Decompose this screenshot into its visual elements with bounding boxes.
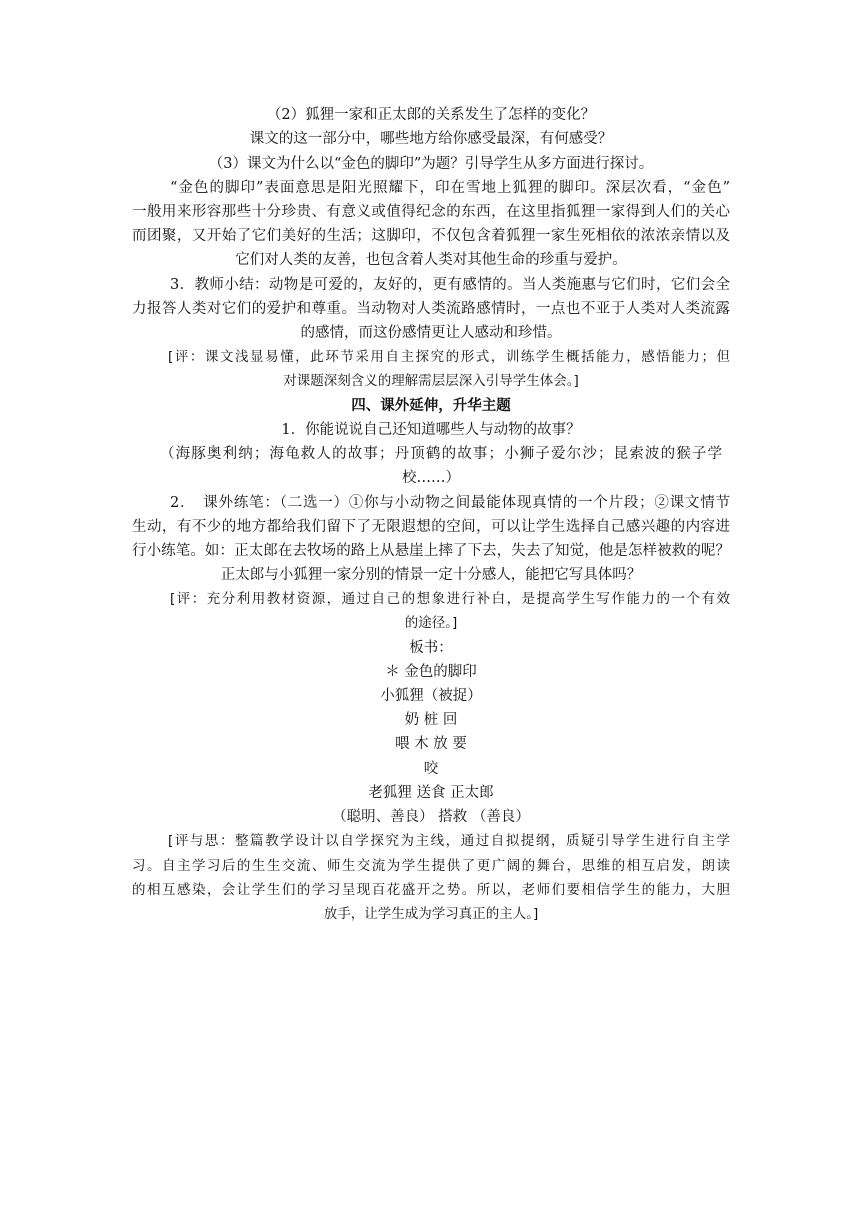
teacher-summary-line: 力报答人类对它们的爱护和尊重。当动物对人类流路感情时，一点也不亚于人类对人类流露 <box>132 301 730 317</box>
teacher-summary-line: 3．教师小结：动物是可爱的，友好的，更有感情的。当人类施惠与它们时，它们会全 <box>170 277 730 293</box>
board-line: 老狐狸 送食 正太郎 <box>368 785 494 801</box>
teacher-summary-line: 的感情，而这份感情更让人感动和珍惜。 <box>300 325 562 341</box>
question-3: （3）课文为什么以“金色的脚印”为题？引导学生从多方面进行探讨。 <box>208 156 654 172</box>
exercise-line: 正太郎与小狐狸一家分别的情景一定十分感人，能把它写具体吗？ <box>220 567 642 583</box>
exercise-line: 生动，有不少的地方都给我们留下了无限遐想的空间，可以让学生选择自己感兴趣的内容进 <box>132 519 730 535</box>
paragraph-line: 而团聚，又开始了它们美好的生活；这脚印，不仅包含着狐狸一家生死相依的浓浓亲情以及 <box>132 228 730 244</box>
paragraph-line: 一般用来形容那些十分珍贵、有意义或值得纪念的东西，在这里指狐狸一家得到人们的关心 <box>132 204 730 220</box>
board-line: 小狐狸（被捉） <box>380 688 482 704</box>
section-heading: 四、课外延伸，升华主题 <box>351 398 511 414</box>
paragraph-line: “金色的脚印”表面意思是阳光照耀下，印在雪地上狐狸的脚印。深层次看，“金色” <box>170 180 730 196</box>
board-line: 咬 <box>423 761 439 777</box>
exercise-line: 2． 课外练笔：（二选一）①你与小动物之间最能体现真情的一个片段；②课文情节 <box>170 495 730 511</box>
board-line: ＊ 金色的脚印 <box>385 664 477 680</box>
reflection-line: 放手，让学生成为学习真正的主人。] <box>323 906 539 922</box>
board-line: 喂 木 放 要 <box>395 736 467 752</box>
exercise-line: 行小练笔。如：正太郎在去牧场的路上从悬崖上摔了下去，失去了知觉，他是怎样被救的呢？ <box>132 543 730 559</box>
reflection-line: 习。自主学习后的生生交流、师生交流为学生提供了更广阔的舞台，思维的相互启发，朗读 <box>132 858 730 874</box>
board-line: 奶 桩 回 <box>404 712 458 728</box>
question-2: （2）狐狸一家和正太郎的关系发生了怎样的变化？ <box>266 107 596 123</box>
board-title: 板书： <box>409 640 453 656</box>
reflection-line: 的相互感染，会让学生们的学习呈现百花盛开之势。所以，老师们要相信学生的能力，大胆 <box>132 882 730 898</box>
comment-line: [评：课文浅显易懂，此环节采用自主探究的形式，训练学生概括能力，感悟能力；但 <box>168 349 730 365</box>
question-2-followup: 课文的这一部分中，哪些地方给你感受最深，有何感受？ <box>249 131 613 147</box>
answer-line: 校……） <box>402 470 460 486</box>
comment-line: [评：充分利用教材资源，通过自己的想象进行补白，是提高学生写作能力的一个有效 <box>170 591 730 607</box>
answer-line: （海豚奥利纳；海龟救人的故事；丹顶鹤的故事；小狮子爱尔沙；昆索波的猴子学 <box>160 446 722 462</box>
question-1: 1．你能说说自己还知道哪些人与动物的故事？ <box>281 422 581 438</box>
board-line: （聪明、善良） 搭救 （善良） <box>332 809 530 825</box>
comment-line: 对课题深刻含义的理解需层层深入引导学生体会。] <box>283 373 579 389</box>
reflection-line: [评与思：整篇教学设计以自学探究为主线，通过自拟提纲，质疑引导学生进行自主学 <box>168 833 730 849</box>
comment-line: 的途径。] <box>404 615 458 631</box>
paragraph-line: 它们对人类的友善，也包含着人类对其他生命的珍重与爱护。 <box>235 252 627 268</box>
